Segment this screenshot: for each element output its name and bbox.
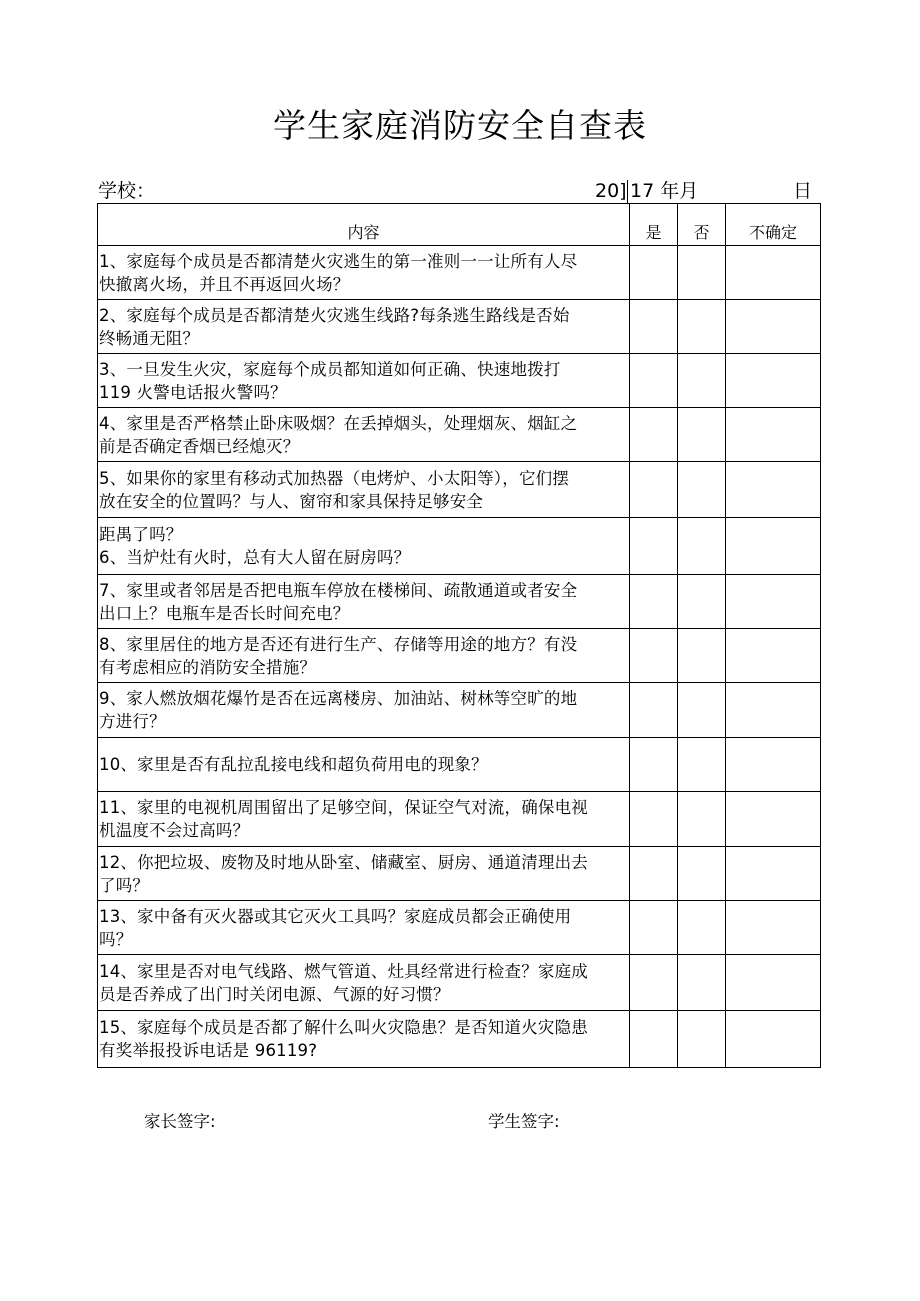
question-text: 7、家里或者邻居是否把电瓶车停放在楼梯间、疏散通道或者安全 出口上？电瓶车是否长时间充电？ — [98, 575, 630, 629]
table-row — [98, 738, 821, 792]
answer-no-cell[interactable] — [678, 738, 726, 792]
question-text: 13、家中备有灭火器或其它灭火工具吗？家庭成员都会正确使用 吗？ — [98, 901, 630, 955]
table-row — [98, 408, 821, 462]
answer-uncertain-cell[interactable] — [726, 901, 821, 955]
answer-uncertain-cell[interactable] — [726, 847, 821, 901]
answer-yes-cell[interactable] — [630, 575, 678, 629]
answer-uncertain-cell[interactable] — [726, 955, 821, 1011]
answer-no-cell[interactable] — [678, 300, 726, 354]
question-text: 14、家里是否对电气线路、燃气管道、灶具经常进行检查？家庭成 员是否养成了出门时关闭电源、气源的好习惯？ — [98, 955, 630, 1011]
column-header-no: 否 — [678, 204, 726, 246]
answer-yes-cell[interactable] — [630, 683, 678, 738]
answer-uncertain-cell[interactable] — [726, 300, 821, 354]
answer-yes-cell[interactable] — [630, 354, 678, 408]
answer-uncertain-cell[interactable] — [726, 246, 821, 300]
answer-no-cell[interactable] — [678, 354, 726, 408]
answer-yes-cell[interactable] — [630, 629, 678, 683]
question-text: 3、一旦发生火灾，家庭每个成员都知道如何正确、快速地拨打 119 火警电话报火警吗？ — [98, 354, 630, 408]
table-row — [98, 354, 821, 408]
question-text: 12、你把垃圾、废物及时地从卧室、储藏室、厨房、通道清理出去 了吗？ — [98, 847, 630, 901]
year-month-text: 17 年月 — [630, 180, 699, 202]
student-signature-label: 学生签字: — [488, 1112, 560, 1131]
header-divider — [627, 180, 628, 204]
answer-no-cell[interactable] — [678, 408, 726, 462]
table-row — [98, 462, 821, 518]
answer-yes-cell[interactable] — [630, 847, 678, 901]
answer-uncertain-cell[interactable] — [726, 792, 821, 847]
column-header-uncertain: 不确定 — [726, 204, 821, 246]
answer-yes-cell[interactable] — [630, 792, 678, 847]
answer-yes-cell[interactable] — [630, 518, 678, 575]
header-info-row — [98, 178, 820, 204]
page-title: 学生家庭消防安全自查表 — [273, 106, 647, 145]
answer-uncertain-cell[interactable] — [726, 1011, 821, 1068]
answer-yes-cell[interactable] — [630, 901, 678, 955]
table-row — [98, 847, 821, 901]
table-row — [98, 683, 821, 738]
table-row — [98, 246, 821, 300]
answer-yes-cell[interactable] — [630, 462, 678, 518]
answer-uncertain-cell[interactable] — [726, 629, 821, 683]
answer-uncertain-cell[interactable] — [726, 462, 821, 518]
question-text: 15、家庭每个成员是否都了解什么叫火灾隐患？是否知道火灾隐患 有奖举报投诉电话是 96119? — [98, 1011, 630, 1068]
table-row — [98, 792, 821, 847]
answer-yes-cell[interactable] — [630, 300, 678, 354]
answer-no-cell[interactable] — [678, 847, 726, 901]
answer-uncertain-cell[interactable] — [726, 575, 821, 629]
table-row — [98, 575, 821, 629]
table-row — [98, 300, 821, 354]
question-text: 1、家庭每个成员是否都清楚火灾逃生的第一准则一一让所有人尽 快撤离火场，并且不再返回火场？ — [98, 246, 630, 300]
table-header-row — [98, 204, 821, 246]
answer-uncertain-cell[interactable] — [726, 738, 821, 792]
answer-yes-cell[interactable] — [630, 408, 678, 462]
question-text: 距禺了吗？ 6、当炉灶有火时，总有大人留在厨房吗？ — [98, 518, 630, 575]
school-label: 学校： — [98, 180, 156, 202]
parent-signature-label: 家长签字: — [144, 1112, 216, 1131]
answer-no-cell[interactable] — [678, 246, 726, 300]
answer-uncertain-cell[interactable] — [726, 518, 821, 575]
question-text: 9、家人燃放烟花爆竹是否在远离楼房、加油站、树林等空旷的地 方进行？ — [98, 683, 630, 738]
question-text: 11、家里的电视机周围留出了足够空间，保证空气对流，确保电视 机温度不会过高吗？ — [98, 792, 630, 847]
self-check-table — [97, 203, 821, 1068]
answer-yes-cell[interactable] — [630, 738, 678, 792]
answer-no-cell[interactable] — [678, 518, 726, 575]
answer-no-cell[interactable] — [678, 575, 726, 629]
question-text: 5、如果你的家里有移动式加热器（电烤炉、小太阳等），它们摆 放在安全的位置吗？与人、窗帘和家具保持足够安全 — [98, 462, 630, 518]
answer-no-cell[interactable] — [678, 1011, 726, 1068]
table-row — [98, 1011, 821, 1068]
question-text: 2、家庭每个成员是否都清楚火灾逃生线路?每条逃生路线是否始 终畅通无阻？ — [98, 300, 630, 354]
answer-no-cell[interactable] — [678, 955, 726, 1011]
answer-no-cell[interactable] — [678, 629, 726, 683]
answer-uncertain-cell[interactable] — [726, 354, 821, 408]
table-row — [98, 901, 821, 955]
column-header-yes: 是 — [630, 204, 678, 246]
question-text: 10、家里是否有乱拉乱接电线和超负荷用电的现象？ — [98, 738, 630, 792]
answer-no-cell[interactable] — [678, 683, 726, 738]
question-text: 8、家里居住的地方是否还有进行生产、存储等用途的地方？有没 有考虑相应的消防安全措施？ — [98, 629, 630, 683]
answer-no-cell[interactable] — [678, 901, 726, 955]
answer-uncertain-cell[interactable] — [726, 683, 821, 738]
table-row — [98, 955, 821, 1011]
day-label: 日 — [792, 180, 812, 202]
answer-no-cell[interactable] — [678, 792, 726, 847]
question-text: 4、家里是否严格禁止卧床吸烟？在丢掉烟头，处理烟灰、烟缸之 前是否确定香烟已经熄灭？ — [98, 408, 630, 462]
answer-yes-cell[interactable] — [630, 1011, 678, 1068]
answer-yes-cell[interactable] — [630, 246, 678, 300]
year-prefix: 20] — [595, 180, 627, 202]
table-row — [98, 518, 821, 575]
answer-no-cell[interactable] — [678, 462, 726, 518]
column-header-content: 内容 — [98, 204, 630, 246]
answer-yes-cell[interactable] — [630, 955, 678, 1011]
table-row — [98, 629, 821, 683]
answer-uncertain-cell[interactable] — [726, 408, 821, 462]
